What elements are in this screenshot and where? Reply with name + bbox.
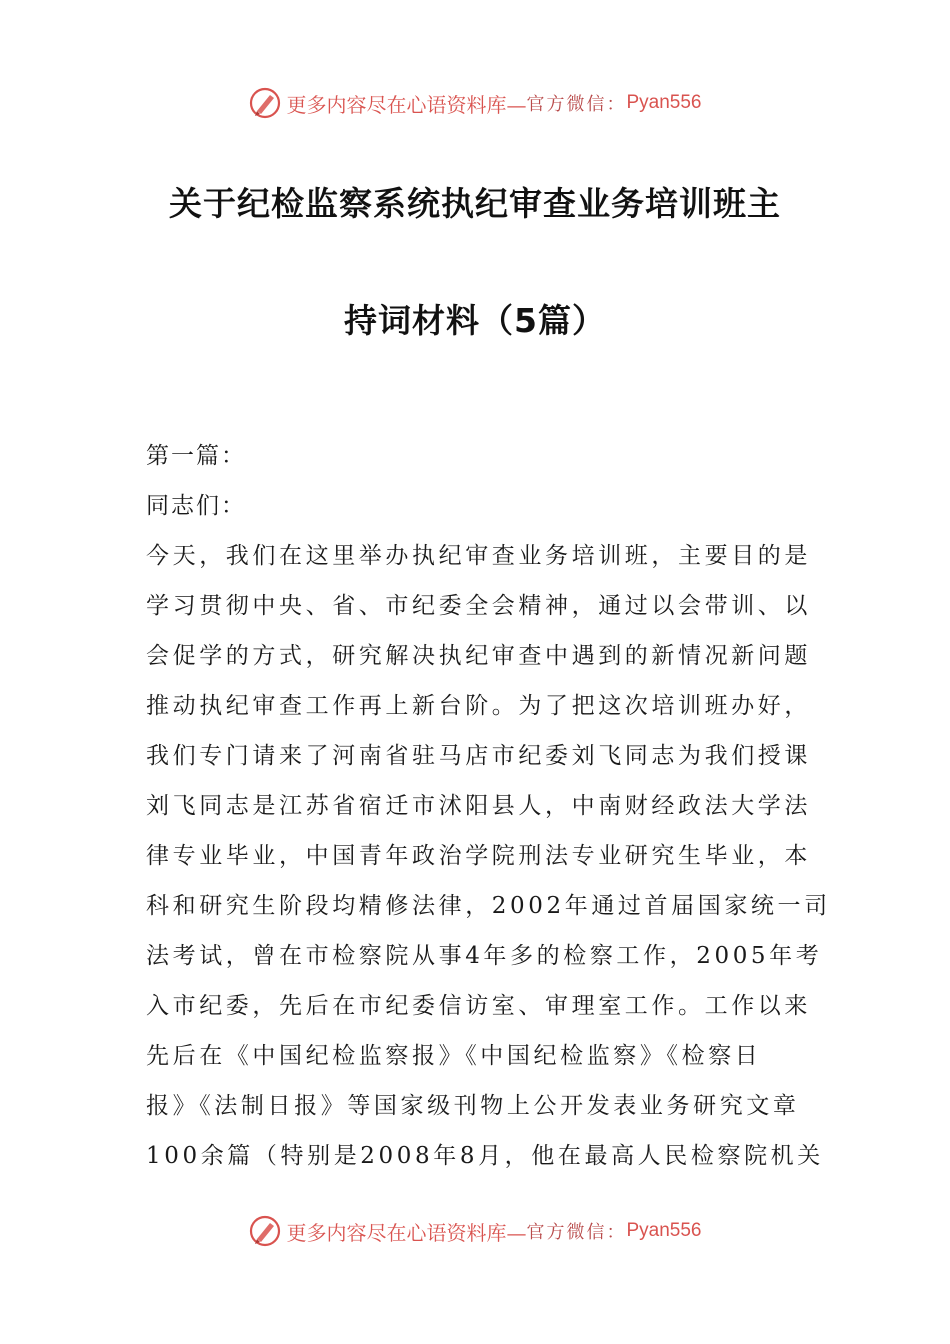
salutation: 同志们： (146, 493, 246, 519)
watermark-header (0, 83, 950, 123)
watermark-contact-label: 官方微信： (526, 1222, 627, 1243)
body-line: 学习贯彻中央、省、市纪委全会精神，通过以会带训、以 (146, 593, 811, 619)
body-line: 100余篇（特别是2008年8月，他在最高人民检察院机关 (146, 1143, 824, 1169)
body-line: 刘飞同志是江苏省宿迁市沭阳县人，中南财经政法大学法 (146, 793, 811, 819)
watermark-contact-label: 官方微信： (526, 94, 627, 115)
body-line: 入市纪委，先后在市纪委信访室、审理室工作。工作以来 (146, 993, 811, 1019)
body-line: 报》《法制日报》等国家级刊物上公开发表业务研究文章 (146, 1093, 800, 1119)
pen-circle-icon (248, 1214, 282, 1248)
body-line: 今天，我们在这里举办执纪审查业务培训班，主要目的是 (146, 543, 811, 569)
section-heading: 第一篇： (146, 443, 246, 469)
watermark-slogan: 更多内容尽在心语资料库— (286, 1220, 527, 1245)
watermark-contact-id: Pyan556 (626, 92, 702, 113)
body-line: 律专业毕业，中国青年政治学院刑法专业研究生毕业，本 (146, 843, 811, 869)
document-body (146, 433, 831, 1183)
body-line: 科和研究生阶段均精修法律，2002年通过首届国家统一司 (146, 893, 831, 919)
body-line: 我们专门请来了河南省驻马店市纪委刘飞同志为我们授课 (146, 743, 811, 769)
pen-circle-icon (248, 86, 282, 120)
watermark-slogan: 更多内容尽在心语资料库— (286, 92, 527, 117)
body-line: 推动执纪审查工作再上新台阶。为了把这次培训班办好， (146, 693, 811, 719)
watermark-footer (0, 1211, 950, 1251)
document-title-line-2: 持词材料（5篇） (344, 301, 606, 340)
document-title-line-1: 关于纪检监察系统执纪审查业务培训班主 (169, 184, 781, 223)
body-line: 法考试，曾在市检察院从事4年多的检察工作，2005年考 (146, 943, 823, 969)
body-line: 会促学的方式，研究解决执纪审查中遇到的新情况新问题 (146, 643, 811, 669)
watermark-contact-id: Pyan556 (626, 1220, 702, 1241)
body-line: 先后在《中国纪检监察报》《中国纪检监察》《检察日 (146, 1043, 762, 1069)
